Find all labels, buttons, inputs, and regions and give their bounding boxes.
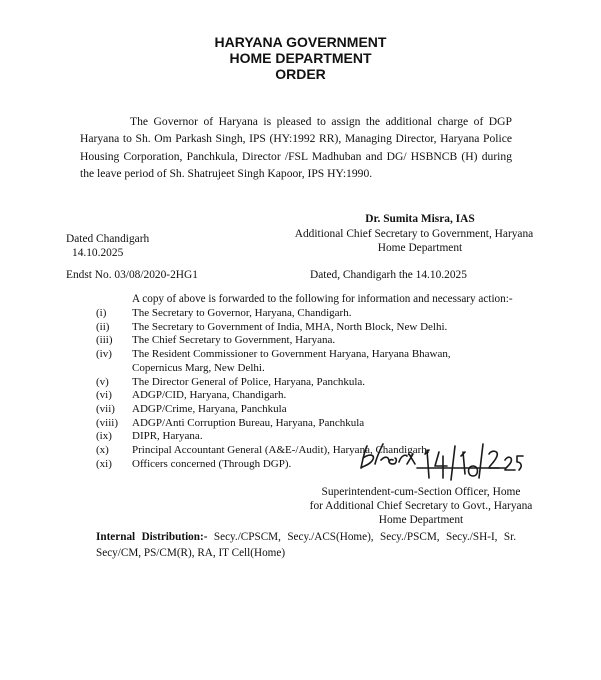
list-item-number: (viii) xyxy=(96,416,118,429)
dated-date: 14.10.2025 xyxy=(72,247,124,259)
government-heading: HARYANA GOVERNMENT xyxy=(214,34,387,50)
list-item-text: ADGP/Anti Corruption Bureau, Haryana, Panchkula xyxy=(132,416,365,429)
order-heading: ORDER xyxy=(275,66,326,82)
section-officer-title: Superintendent-cum-Section Officer, Home xyxy=(321,486,521,498)
signature-strokes xyxy=(361,444,523,480)
list-item-number: (v) xyxy=(96,375,109,388)
list-item-text: ADGP/Crime, Haryana, Panchkula xyxy=(132,402,287,415)
internal-distribution-list: Secy./CPSCM, Secy./ACS(Home), Secy./PSCM, Secy./SH-I, Sr. Secy/CM, PS/CM(R), RA, IT Cell(Home) xyxy=(96,531,516,559)
list-item xyxy=(96,403,496,417)
list-item xyxy=(96,417,496,431)
endorsement-date: Dated, Chandigarh the 14.10.2025 xyxy=(310,269,467,281)
list-item-number: (ii) xyxy=(96,320,110,333)
list-item-text: The Secretary to Governor, Haryana, Chandigarh. xyxy=(132,307,352,319)
list-item-text: Officers concerned (Through DGP). xyxy=(132,457,292,470)
list-item-number: (ix) xyxy=(96,430,112,443)
list-item xyxy=(96,348,496,375)
list-item xyxy=(96,376,496,390)
list-item-text: The Chief Secretary to Government, Haryana. xyxy=(132,334,336,347)
handwritten-signature xyxy=(355,438,525,486)
list-item-number: (vii) xyxy=(96,402,115,415)
list-item-text: Principal Accountant General (A&E-/Audit), Haryana, Chandigarh. xyxy=(132,444,430,457)
list-item-text: The Secretary to Government of India, MHA, North Block, New Delhi. xyxy=(132,320,448,333)
list-item-text: The Director General of Police, Haryana, Panchkula. xyxy=(132,375,366,388)
signatory-name: Dr. Sumita Misra, IAS xyxy=(365,213,475,225)
forward-intro: A copy of above is forwarded to the following for information and necessary action:- xyxy=(132,293,513,305)
list-item-number: (xi) xyxy=(96,457,112,470)
list-item xyxy=(96,389,496,403)
signatory-department: Home Department xyxy=(377,242,463,254)
list-item-text: ADGP/CID, Haryana, Chandigarh. xyxy=(132,389,287,402)
list-item-number: (iv) xyxy=(96,348,112,361)
internal-distribution xyxy=(96,529,516,561)
signatory-title: Additional Chief Secretary to Government, Haryana xyxy=(294,228,534,240)
list-item-number: (vi) xyxy=(96,389,112,402)
list-item-number: (x) xyxy=(96,444,109,457)
list-item xyxy=(96,334,496,348)
dated-label: Dated Chandigarh xyxy=(66,233,150,245)
list-item xyxy=(96,321,496,335)
department-heading: HOME DEPARTMENT xyxy=(229,50,372,66)
endorsement-number: Endst No. 03/08/2020-2HG1 xyxy=(66,269,198,281)
list-item xyxy=(96,307,496,321)
section-officer-for-line: for Additional Chief Secretary to Govt., Haryana xyxy=(309,500,533,512)
order-paragraph: The Governor of Haryana is pleased to assign the additional charge of DGP Haryana to Sh. Om Parkash Singh, IPS (HY:1992 RR), Managing Director, Haryana Police Housing Corporation, Panchkula, Director /FSL Madhuban and DG/ HSBNCB (H) during the leave period of Sh. Shatrujeet Singh Kapoor, IPS HY:1990. xyxy=(80,115,512,181)
list-item-text: The Resident Commissioner to Government Haryana, Haryana Bhawan, Copernicus Marg, New Delhi. xyxy=(132,348,451,374)
list-item-text: DIPR, Haryana. xyxy=(132,430,203,443)
list-item-number: (iii) xyxy=(96,334,113,347)
list-item-number: (i) xyxy=(96,307,107,319)
section-officer-department: Home Department xyxy=(378,514,464,526)
internal-distribution-label: Internal Distribution:- xyxy=(96,531,208,543)
